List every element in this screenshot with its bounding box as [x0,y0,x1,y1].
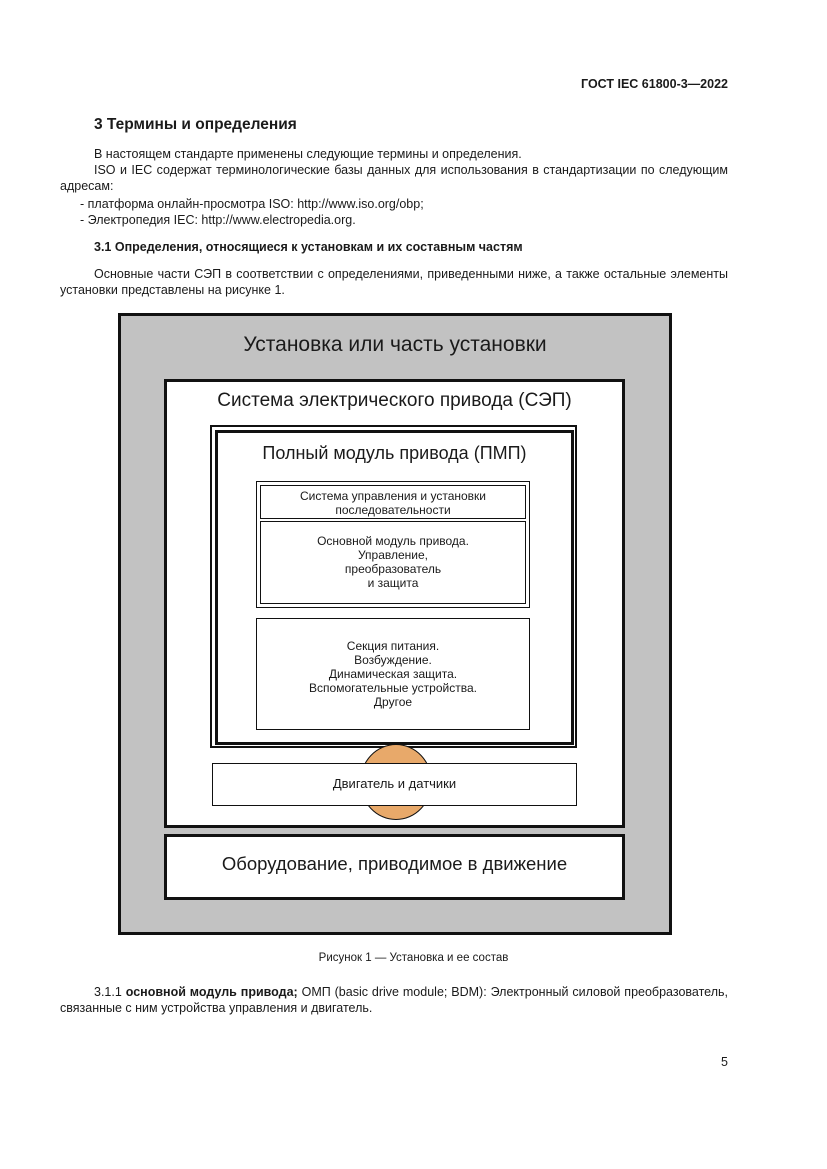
document-id: ГОСТ IEC 61800-3—2022 [581,77,728,91]
definition-term: основной модуль привода; [125,985,298,999]
section-line: Возбуждение. [354,653,432,667]
subsection-title: 3.1 Определения, относящиеся к установкам и их составным частям [94,240,523,254]
list-item: - платформа онлайн-просмотра ISO: http://www.iso.org/obp; [80,197,424,211]
driven-equipment-label: Оборудование, приводимое в движение [221,853,568,874]
bdm-line: и защита [367,576,419,590]
section-line: Динамическая защита. [328,667,458,681]
section-line: Вспомогательные устройства. [309,681,477,695]
figure-caption: Рисунок 1 — Установка и ее состав [318,952,509,964]
installation-label: Установка или часть установки [243,333,547,356]
list-item: - Электропедия IEC: http://www.electropedia.org. [80,213,356,227]
definition-text: ОМП (basic drive module; BDM): Электронный силовой преобразователь, связанные с ним устройства управления и двигатель. [60,985,728,1015]
definition-paragraph [60,984,728,1016]
definition-number: 3.1.1 [94,985,122,999]
section-line: Секция питания. [346,639,440,653]
bdm-line: преобразователь [344,562,442,576]
power-section-box [256,618,530,730]
control-line: Система управления и установки [299,489,486,503]
control-line: последовательности [335,503,451,517]
bdm-line: Основной модуль привода. [317,534,469,548]
intro-paragraph: В настоящем стандарте применены следующие термины и определения. [94,147,522,161]
motor-box: Двигатель и датчики [212,763,577,806]
control-system-box [260,485,526,519]
subsection-paragraph: Основные части СЭП в соответствии с определениями, приведенными ниже, а также остальные элементы установки представлены на рисунке 1. [60,267,728,297]
bdm-box [260,521,526,604]
iso-paragraph: ISO и IEC содержат терминологические базы данных для использования в стандартизации по следующим адресам: [60,163,728,193]
page-number: 5 [721,1055,728,1069]
section-line: Другое [373,695,413,709]
cdm-label: Полный модуль привода (ПМП) [262,443,527,463]
pds-label: Система электрического привода (СЭП) [217,390,572,411]
bdm-line: Управление, [357,548,429,562]
section-title: 3 Термины и определения [94,116,297,133]
